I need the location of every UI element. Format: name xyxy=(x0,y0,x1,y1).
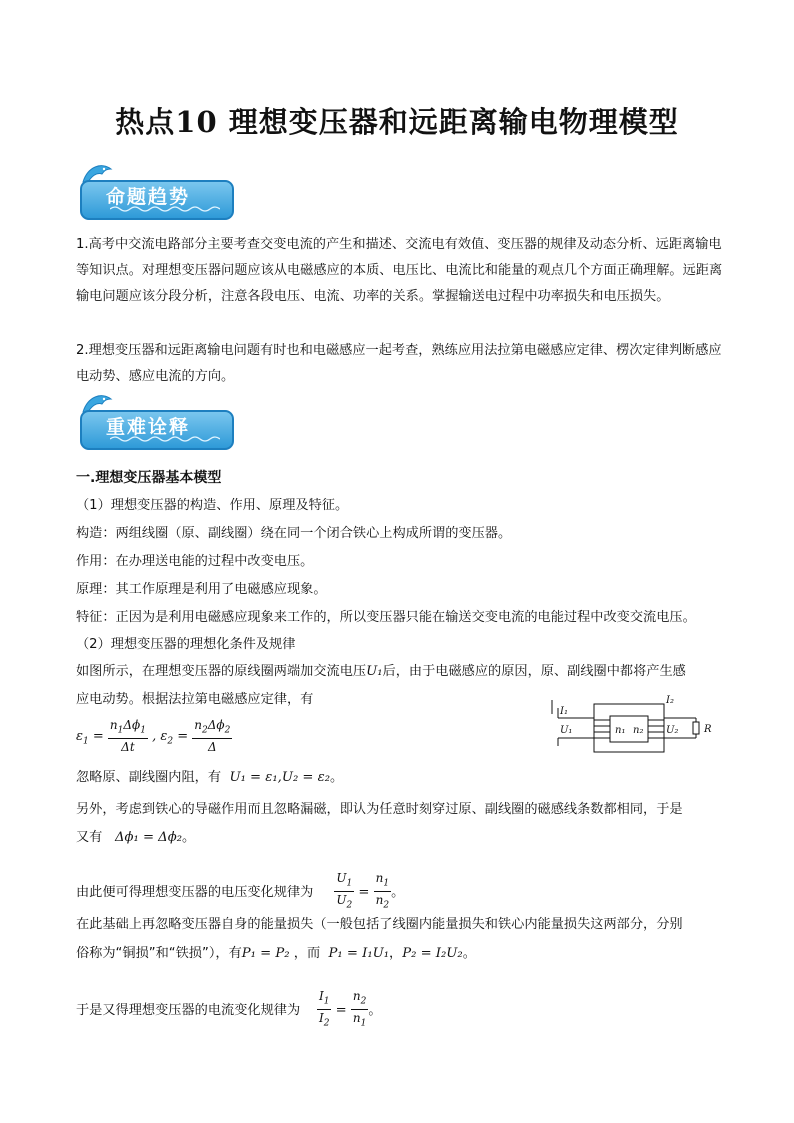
intro-line-1: 如图所示，在理想变压器的原线圈两端加交流电压U₁后，由于电磁感应的原因，原、副线圈中都将产生感 xyxy=(76,664,686,679)
voltage-law-line: 由此便可得理想变压器的电压变化规律为 $\frac{U_1}{U_2}$ = $\frac{n_1}{n_2}$ 。 xyxy=(76,871,405,911)
diagram-label-i1: I₁ xyxy=(560,706,568,717)
ignore-resistance-line: 忽略原、副线圈内阻，有 U₁ = ε₁,U₂ = ε₂。 xyxy=(76,770,344,785)
trend-paragraph-2: 2.理想变压器和远距离输电问题有时也和电磁感应一起考查，熟练应用法拉第电磁感应定律、楞次定律判断感应电动势、感应电流的方向。 xyxy=(76,343,722,384)
subheading-2: （2）理想变压器的理想化条件及规律 xyxy=(76,637,296,652)
section-badge-key xyxy=(80,400,232,448)
current-law-line: 于是又得理想变压器的电流变化规律为 $\frac{I_1}{I_2}$ = $\frac{n_2}{n_1}$ 。 xyxy=(76,989,382,1029)
page-title: 热点10 理想变压器和远距离输电物理模型 xyxy=(115,105,679,139)
transformer-diagram xyxy=(548,694,718,756)
diagram-label-n1: n₁ xyxy=(615,725,626,736)
trend-paragraph-1: 1.高考中交流电路部分主要考查交变电流的产生和描述、交流电有效值、变压器的规律及动态分析、远距离输电等知识点。对理想变压器问题应该从电磁感应的本质、电压比、电流比和能量的观点几个方面正确理解。远距离输电问题应该分段分析，注意各段电压、电流、功率的关系。掌握输送电过程中功率损失和电压损失。 xyxy=(76,237,723,304)
structure-text: 构造：两组线圈（原、副线圈）绕在同一个闭合铁心上构成所谓的变压器。 xyxy=(76,526,512,541)
faraday-equation: $\varepsilon_1$ = $\frac{n_1\Delta\phi_1}{\Delta t}$ , $\varepsilon_2$ = $\frac{n_2\Delta\phi_2}{\Delta}$ xyxy=(76,718,231,755)
badge-label: 重难诠释 xyxy=(106,416,191,438)
energy-line-2: 俗称为“铜损”和“铁损”），有P₁ = P₂ ，而 P₁ = I₁U₁，P₂ = I₂U₂。 xyxy=(76,946,476,961)
diagram-label-r: R xyxy=(704,724,712,735)
intro-line-2: 应电动势。根据法拉第电磁感应定律，有 xyxy=(76,692,314,707)
section-badge-trend xyxy=(80,170,232,218)
energy-line-1: 在此基础上再忽略变压器自身的能量损失（一般包括了线圈内能量损失和铁心内能量损失这两部分，分别 xyxy=(76,917,683,932)
diagram-label-i2: I₂ xyxy=(666,695,674,706)
subheading-1: （1）理想变压器的构造、作用、原理及特征。 xyxy=(76,498,349,513)
flux-line-2: 又有 Δϕ₁ = Δϕ₂。 xyxy=(76,830,196,845)
flux-line-1: 另外，考虑到铁心的导磁作用而且忽略漏磁，即认为任意时刻穿过原、副线圈的磁感线条数都相同，于是 xyxy=(76,802,683,817)
wave-decoration xyxy=(110,204,220,214)
diagram-label-n2: n₂ xyxy=(633,725,644,736)
diagram-label-u1: U₁ xyxy=(560,725,573,736)
section-heading: 一.理想变压器基本模型 xyxy=(76,470,222,486)
function-text: 作用：在办理送电能的过程中改变电压。 xyxy=(76,554,314,569)
feature-text: 特征：正因为是利用电磁感应现象来工作的，所以变压器只能在输送交变电流的电能过程中改变交流电压。 xyxy=(76,610,696,625)
diagram-label-u2: U₂ xyxy=(666,725,679,736)
principle-text: 原理：其工作原理是利用了电磁感应现象。 xyxy=(76,582,327,597)
wave-decoration xyxy=(110,434,220,444)
badge-label: 命题趋势 xyxy=(106,186,191,208)
